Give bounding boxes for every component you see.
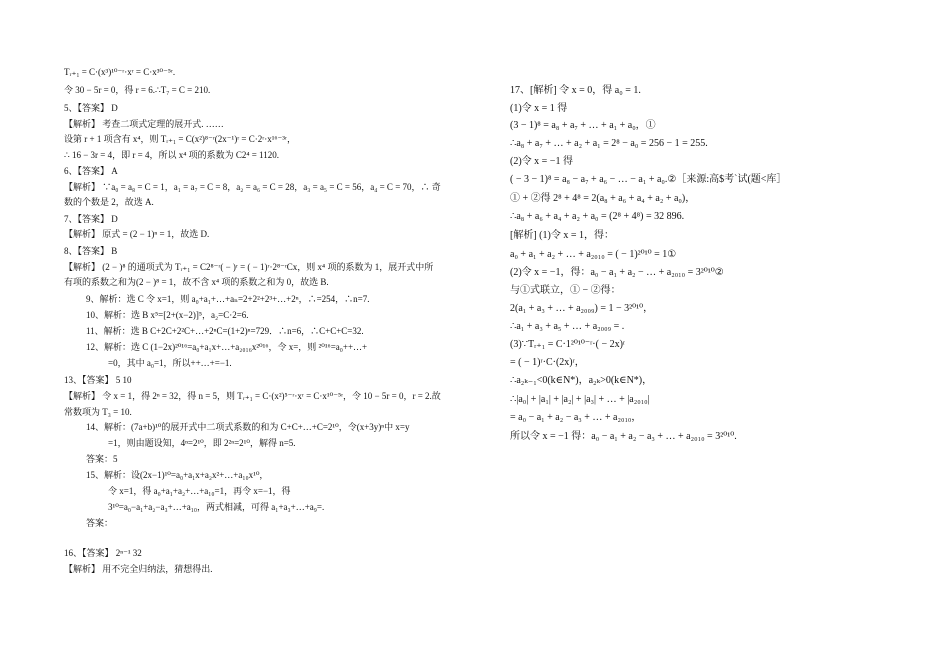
text-line: (2)令 x = −1 得 [510, 156, 573, 167]
text-line: 9、解析：选 C 令 x=1，则 a₀+a₁+…+aₙ=2+2²+2³+…+2ⁿ，∴=254，∴n=7. [86, 294, 370, 304]
text-line: 所以令 x = −1 得：a₀ − a₁ + a₂ − a₃ + … + a₂₀₁₀ = 3²⁰¹⁰. [510, 431, 737, 442]
text-line: 答案： [86, 518, 114, 528]
answer-heading: 16、【答案】 2ⁿ⁻¹ 32 [64, 548, 142, 558]
text-line: 设第 r + 1 项含有 x⁴，则 Tᵣ₊₁ = C(x²)⁸⁻ʳ(2x⁻¹)ʳ = C·2ʳ·x¹⁶⁻³ʳ， [64, 134, 296, 144]
text-line: 与①式联立，① − ②得： [510, 285, 621, 296]
text-line: 12、解析：选 C (1−2x)²⁰¹⁶=a₀+a₁x+…+a₂₀₁₆x²⁰¹⁶，令 x=，则 ²⁰¹⁶=a₀++…+ [86, 342, 368, 352]
text-line: 11、解析：选 B C+2C+2²C+…+2ⁿC=(1+2)ⁿ=729．∴n=6，∴C+C+C=32. [86, 326, 364, 336]
text-line: =1，则由题设知，4ⁿ=2¹⁰，即 2²ⁿ=2¹⁰，解得 n=5. [108, 438, 296, 448]
text-line: 【解析】 用不完全归纳法，猜想得出. [64, 564, 213, 574]
text-line: 【解析】 原式 = (2 − 1)ⁿ = 1，故选 D. [64, 229, 210, 239]
text-line: ∴a₈ + a₇ + … + a₂ + a₁ = 2⁸ − a₀ = 256 − 1 = 255. [510, 138, 708, 149]
text-line: 【解析】 (2 − )⁸ 的通项式为 Tᵣ₊₁ = C2⁸⁻ʳ( − )ʳ = ( − 1)ʳ·2⁸⁻ʳCx，则 x⁴ 项的系数为 1，展开式中所 [64, 262, 434, 272]
text-line: 【解析】 考查二项式定理的展开式. …… [64, 119, 224, 129]
text-line: (3 − 1)⁸ = a₈ + a₇ + … + a₁ + a₀，① [510, 120, 656, 131]
text-line: ( − 3 − 1)⁸ = a₈ − a₇ + a₆ − … − a₁ + a₀.②［来源:高$考`试(题<库］ [510, 174, 787, 185]
text-line: = ( − 1)ʳ·C·(2x)ʳ， [510, 357, 585, 368]
text-line: ∴a₁ + a₃ + a₅ + … + a₂₀₀₉ = . [510, 321, 625, 332]
text-line: 有项的系数之和为(2 − )⁸ = 1，故不含 x⁴ 项的系数之和为 0，故选 B. [64, 277, 329, 287]
text-line: ∴a₈ + a₆ + a₄ + a₂ + a₀ = (2⁸ + 4⁸) = 32 896. [510, 211, 685, 222]
text-line: ∴a₂ₖ₋₁<0(k∈N*)，a₂ₖ>0(k∈N*)， [510, 375, 653, 386]
text-line: ∴ 16 − 3r = 4，即 r = 4，所以 x⁴ 项的系数为 C2⁴ = 1120. [64, 150, 279, 160]
text-line: (1)令 x = 1 得 [510, 103, 568, 114]
text-line: 答案：5 [86, 454, 118, 464]
answer-heading: 13、【答案】 5 10 [64, 375, 132, 385]
text-line: (2)令 x = −1，得：a₀ − a₁ + a₂ − … + a₂₀₁₀ = 3²⁰¹⁰② [510, 267, 724, 278]
text-line: [解析] (1)令 x = 1，得： [510, 230, 614, 241]
text-line: 2(a₁ + a₃ + … + a₂₀₀₉) = 1 − 3²⁰¹⁰， [510, 303, 654, 314]
text-line: 3¹⁰=a₀−a₁+a₂−a₃+…+a₁₀，两式相减，可得 a₁+a₃+…+a₉=. [108, 502, 325, 512]
text-line: 令 30 − 5r = 0，得 r = 6.∴T₇ = C = 210. [64, 85, 211, 95]
text-line: Tᵣ₊₁ = C·(x³)¹⁰⁻ʳ·xʳ = C·x³⁰⁻⁵ʳ. [64, 67, 176, 77]
text-line: 10、解析：选 B x⁵=[2+(x−2)]⁵，a₂=C·2=6. [86, 310, 249, 320]
answer-heading: 8、【答案】 B [64, 246, 118, 256]
text-line: 【解析】 令 x = 1，得 2ⁿ = 32，得 n = 5，则 Tᵣ₊₁ = C·(x²)⁵⁻ʳ·xʳ = C·x¹⁰⁻⁵ʳ，令 10 − 5r = 0，r = 2.故 [64, 391, 441, 401]
text-line: =0，其中 a₀=1，所以++…+=−1. [108, 358, 232, 368]
text-line: ∴|a₀| + |a₁| + |a₂| + |a₃| + … + |a₂₀₁₀| [510, 394, 650, 405]
answer-heading: 6、【答案】 A [64, 166, 118, 176]
text-line: ① + ②得 2⁸ + 4⁸ = 2(a₈ + a₆ + a₄ + a₂ + a₀)， [510, 193, 696, 204]
text-line: 15、解析：设(2x−1)¹⁰=a₀+a₁x+a₂x²+…+a₁₀x¹⁰， [86, 470, 269, 480]
text-line: 数的个数是 2，故选 A. [64, 197, 154, 207]
text-line: 常数项为 T₃ = 10. [64, 407, 132, 417]
text-line: 14、解析：(7a+b)¹⁰的展开式中二项式系数的和为 C+C+…+C=2¹⁰，令(x+3y)ⁿ中 x=y [86, 422, 410, 432]
answer-heading: 17、[解析] 令 x = 0，得 a₀ = 1. [510, 85, 641, 96]
text-line: 令 x=1，得 a₀+a₁+a₂+…+a₁₀=1，再令 x=−1，得 [108, 486, 291, 496]
text-line: (3)∵Tᵣ₊₁ = C·1²⁰¹⁰⁻ʳ·( − 2x)ʳ [510, 339, 626, 350]
text-line: a₀ + a₁ + a₂ + … + a₂₀₁₀ = ( − 1)²⁰¹⁰ = 1① [510, 249, 677, 260]
answer-heading: 7、【答案】 D [64, 214, 118, 224]
text-line: = a₀ − a₁ + a₂ − a₃ + … + a₂₀₁₀， [510, 412, 642, 423]
answer-heading: 5、【答案】 D [64, 103, 118, 113]
text-line: 【解析】 ∵a₀ = a₈ = C = 1，a₁ = a₇ = C = 8，a₂ = a₆ = C = 28，a₃ = a₅ = C = 56，a₄ = C = 70，∴ 奇 [64, 182, 441, 192]
